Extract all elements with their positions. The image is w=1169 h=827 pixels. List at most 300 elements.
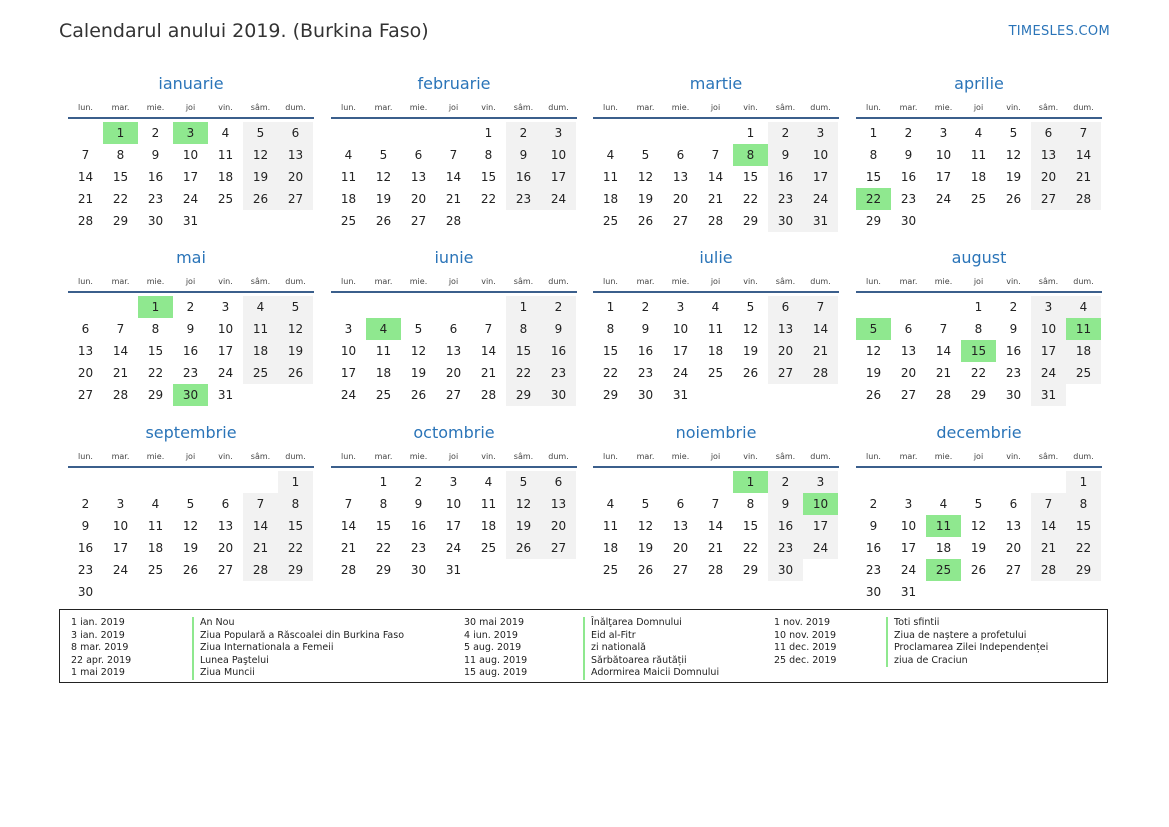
day-cell[interactable]: 24 <box>803 188 838 210</box>
day-cell[interactable]: 16 <box>900 170 917 184</box>
day-cell[interactable]: 28 <box>707 563 724 577</box>
day-cell[interactable]: 31 <box>803 210 838 232</box>
day-cell[interactable]: 3 <box>449 475 458 489</box>
day-cell[interactable]: 30 <box>768 559 803 581</box>
day-cell[interactable]: 23 <box>768 537 803 559</box>
day-cell[interactable]: 1 <box>869 126 878 140</box>
day-cell[interactable]: 16 <box>506 166 541 188</box>
day-cell[interactable]: 3 <box>221 300 230 314</box>
day-cell[interactable]: 9 <box>81 519 90 533</box>
day-cell[interactable]: 29 <box>970 388 987 402</box>
holiday-day-cell[interactable]: 1 <box>103 122 138 144</box>
day-cell[interactable]: 1 <box>278 471 313 493</box>
day-cell[interactable]: 28 <box>935 388 952 402</box>
day-cell[interactable]: 15 <box>112 170 129 184</box>
day-cell[interactable]: 27 <box>77 388 94 402</box>
day-cell[interactable]: 9 <box>1009 322 1018 336</box>
day-cell[interactable]: 26 <box>278 362 313 384</box>
day-cell[interactable]: 1 <box>746 126 755 140</box>
day-cell[interactable]: 4 <box>243 296 278 318</box>
day-cell[interactable]: 11 <box>340 170 357 184</box>
day-cell[interactable]: 6 <box>1009 497 1018 511</box>
day-cell[interactable]: 9 <box>186 322 195 336</box>
day-cell[interactable]: 17 <box>935 170 952 184</box>
day-cell[interactable]: 21 <box>803 340 838 362</box>
day-cell[interactable]: 30 <box>865 585 882 599</box>
day-cell[interactable]: 31 <box>672 388 689 402</box>
day-cell[interactable]: 27 <box>278 188 313 210</box>
day-cell[interactable]: 15 <box>865 170 882 184</box>
day-cell[interactable]: 19 <box>742 344 759 358</box>
day-cell[interactable]: 22 <box>742 541 759 555</box>
day-cell[interactable]: 26 <box>742 366 759 380</box>
day-cell[interactable]: 8 <box>484 148 493 162</box>
day-cell[interactable]: 13 <box>768 318 803 340</box>
day-cell[interactable]: 4 <box>606 148 615 162</box>
day-cell[interactable]: 14 <box>480 344 497 358</box>
day-cell[interactable]: 28 <box>445 214 462 228</box>
day-cell[interactable]: 5 <box>379 148 388 162</box>
day-cell[interactable]: 22 <box>278 537 313 559</box>
day-cell[interactable]: 5 <box>243 122 278 144</box>
day-cell[interactable]: 24 <box>803 537 838 559</box>
day-cell[interactable]: 24 <box>182 192 199 206</box>
day-cell[interactable]: 2 <box>186 300 195 314</box>
day-cell[interactable]: 16 <box>1005 344 1022 358</box>
day-cell[interactable]: 22 <box>742 192 759 206</box>
day-cell[interactable]: 8 <box>278 493 313 515</box>
day-cell[interactable]: 16 <box>637 344 654 358</box>
day-cell[interactable]: 25 <box>375 388 392 402</box>
day-cell[interactable]: 26 <box>865 388 882 402</box>
holiday-day-cell[interactable]: 8 <box>733 144 768 166</box>
day-cell[interactable]: 16 <box>541 340 576 362</box>
day-cell[interactable]: 15 <box>1066 515 1101 537</box>
day-cell[interactable]: 13 <box>900 344 917 358</box>
day-cell[interactable]: 31 <box>182 214 199 228</box>
day-cell[interactable]: 24 <box>217 366 234 380</box>
day-cell[interactable]: 6 <box>221 497 230 511</box>
day-cell[interactable]: 26 <box>637 563 654 577</box>
day-cell[interactable]: 2 <box>506 122 541 144</box>
day-cell[interactable]: 16 <box>147 170 164 184</box>
day-cell[interactable]: 18 <box>602 541 619 555</box>
day-cell[interactable]: 24 <box>900 563 917 577</box>
day-cell[interactable]: 14 <box>707 519 724 533</box>
day-cell[interactable]: 23 <box>147 192 164 206</box>
day-cell[interactable]: 12 <box>1005 148 1022 162</box>
day-cell[interactable]: 17 <box>803 166 838 188</box>
day-cell[interactable]: 25 <box>480 541 497 555</box>
day-cell[interactable]: 23 <box>506 188 541 210</box>
day-cell[interactable]: 22 <box>375 541 392 555</box>
day-cell[interactable]: 20 <box>672 541 689 555</box>
day-cell[interactable]: 11 <box>602 519 619 533</box>
day-cell[interactable]: 4 <box>711 300 720 314</box>
day-cell[interactable]: 19 <box>410 366 427 380</box>
day-cell[interactable]: 25 <box>217 192 234 206</box>
day-cell[interactable]: 2 <box>869 497 878 511</box>
day-cell[interactable]: 10 <box>182 148 199 162</box>
day-cell[interactable]: 22 <box>970 366 987 380</box>
day-cell[interactable]: 22 <box>506 362 541 384</box>
day-cell[interactable]: 2 <box>414 475 423 489</box>
day-cell[interactable]: 4 <box>484 475 493 489</box>
day-cell[interactable]: 15 <box>480 170 497 184</box>
day-cell[interactable]: 8 <box>869 148 878 162</box>
day-cell[interactable]: 15 <box>742 519 759 533</box>
day-cell[interactable]: 5 <box>186 497 195 511</box>
day-cell[interactable]: 20 <box>672 192 689 206</box>
day-cell[interactable]: 18 <box>340 192 357 206</box>
holiday-day-cell[interactable]: 1 <box>138 296 173 318</box>
holiday-day-cell[interactable]: 5 <box>856 318 891 340</box>
day-cell[interactable]: 19 <box>243 166 278 188</box>
day-cell[interactable]: 25 <box>243 362 278 384</box>
day-cell[interactable]: 29 <box>865 214 882 228</box>
day-cell[interactable]: 23 <box>182 366 199 380</box>
day-cell[interactable]: 26 <box>410 388 427 402</box>
day-cell[interactable]: 14 <box>935 344 952 358</box>
day-cell[interactable]: 7 <box>939 322 948 336</box>
day-cell[interactable]: 14 <box>1066 144 1101 166</box>
day-cell[interactable]: 7 <box>1066 122 1101 144</box>
day-cell[interactable]: 8 <box>506 318 541 340</box>
day-cell[interactable]: 10 <box>803 144 838 166</box>
day-cell[interactable]: 21 <box>707 541 724 555</box>
day-cell[interactable]: 28 <box>1066 188 1101 210</box>
day-cell[interactable]: 25 <box>147 563 164 577</box>
day-cell[interactable]: 18 <box>970 170 987 184</box>
day-cell[interactable]: 4 <box>344 148 353 162</box>
day-cell[interactable]: 18 <box>375 366 392 380</box>
day-cell[interactable]: 18 <box>217 170 234 184</box>
day-cell[interactable]: 16 <box>865 541 882 555</box>
day-cell[interactable]: 15 <box>278 515 313 537</box>
day-cell[interactable]: 24 <box>541 188 576 210</box>
day-cell[interactable]: 23 <box>541 362 576 384</box>
day-cell[interactable]: 3 <box>1031 296 1066 318</box>
day-cell[interactable]: 27 <box>410 214 427 228</box>
day-cell[interactable]: 27 <box>217 563 234 577</box>
day-cell[interactable]: 3 <box>904 497 913 511</box>
day-cell[interactable]: 30 <box>410 563 427 577</box>
day-cell[interactable]: 26 <box>637 214 654 228</box>
day-cell[interactable]: 22 <box>602 366 619 380</box>
day-cell[interactable]: 10 <box>541 144 576 166</box>
day-cell[interactable]: 21 <box>445 192 462 206</box>
day-cell[interactable]: 14 <box>77 170 94 184</box>
day-cell[interactable]: 17 <box>803 515 838 537</box>
day-cell[interactable]: 26 <box>1005 192 1022 206</box>
day-cell[interactable]: 29 <box>112 214 129 228</box>
day-cell[interactable]: 5 <box>1009 126 1018 140</box>
day-cell[interactable]: 11 <box>970 148 987 162</box>
day-cell[interactable]: 13 <box>278 144 313 166</box>
day-cell[interactable]: 4 <box>221 126 230 140</box>
day-cell[interactable]: 12 <box>742 322 759 336</box>
day-cell[interactable]: 24 <box>112 563 129 577</box>
day-cell[interactable]: 9 <box>151 148 160 162</box>
day-cell[interactable]: 31 <box>1031 384 1066 406</box>
day-cell[interactable]: 9 <box>541 318 576 340</box>
day-cell[interactable]: 19 <box>1005 170 1022 184</box>
day-cell[interactable]: 5 <box>746 300 755 314</box>
day-cell[interactable]: 5 <box>414 322 423 336</box>
day-cell[interactable]: 19 <box>637 192 654 206</box>
day-cell[interactable]: 15 <box>375 519 392 533</box>
day-cell[interactable]: 11 <box>147 519 164 533</box>
day-cell[interactable]: 20 <box>541 515 576 537</box>
day-cell[interactable]: 14 <box>340 519 357 533</box>
day-cell[interactable]: 15 <box>147 344 164 358</box>
day-cell[interactable]: 2 <box>768 122 803 144</box>
day-cell[interactable]: 22 <box>147 366 164 380</box>
day-cell[interactable]: 6 <box>676 497 685 511</box>
day-cell[interactable]: 1 <box>379 475 388 489</box>
day-cell[interactable]: 25 <box>970 192 987 206</box>
day-cell[interactable]: 1 <box>974 300 983 314</box>
day-cell[interactable]: 6 <box>541 471 576 493</box>
day-cell[interactable]: 21 <box>707 192 724 206</box>
day-cell[interactable]: 1 <box>606 300 615 314</box>
day-cell[interactable]: 2 <box>768 471 803 493</box>
day-cell[interactable]: 7 <box>711 148 720 162</box>
day-cell[interactable]: 6 <box>904 322 913 336</box>
day-cell[interactable]: 19 <box>278 340 313 362</box>
day-cell[interactable]: 2 <box>81 497 90 511</box>
day-cell[interactable]: 17 <box>445 519 462 533</box>
day-cell[interactable]: 10 <box>340 344 357 358</box>
day-cell[interactable]: 14 <box>112 344 129 358</box>
day-cell[interactable]: 23 <box>410 541 427 555</box>
day-cell[interactable]: 17 <box>672 344 689 358</box>
day-cell[interactable]: 12 <box>278 318 313 340</box>
day-cell[interactable]: 27 <box>672 563 689 577</box>
day-cell[interactable]: 13 <box>672 170 689 184</box>
day-cell[interactable]: 20 <box>900 366 917 380</box>
day-cell[interactable]: 5 <box>278 296 313 318</box>
day-cell[interactable]: 18 <box>1066 340 1101 362</box>
day-cell[interactable]: 21 <box>1066 166 1101 188</box>
holiday-day-cell[interactable]: 1 <box>733 471 768 493</box>
day-cell[interactable]: 22 <box>112 192 129 206</box>
day-cell[interactable]: 4 <box>974 126 983 140</box>
day-cell[interactable]: 17 <box>182 170 199 184</box>
day-cell[interactable]: 17 <box>340 366 357 380</box>
day-cell[interactable]: 7 <box>344 497 353 511</box>
day-cell[interactable]: 28 <box>480 388 497 402</box>
day-cell[interactable]: 13 <box>445 344 462 358</box>
day-cell[interactable]: 9 <box>641 322 650 336</box>
day-cell[interactable]: 6 <box>768 296 803 318</box>
day-cell[interactable]: 20 <box>445 366 462 380</box>
day-cell[interactable]: 24 <box>935 192 952 206</box>
day-cell[interactable]: 12 <box>506 493 541 515</box>
day-cell[interactable]: 30 <box>637 388 654 402</box>
day-cell[interactable]: 26 <box>243 188 278 210</box>
day-cell[interactable]: 21 <box>340 541 357 555</box>
day-cell[interactable]: 16 <box>77 541 94 555</box>
day-cell[interactable]: 12 <box>970 519 987 533</box>
day-cell[interactable]: 3 <box>676 300 685 314</box>
day-cell[interactable]: 25 <box>340 214 357 228</box>
day-cell[interactable]: 13 <box>217 519 234 533</box>
day-cell[interactable]: 17 <box>217 344 234 358</box>
day-cell[interactable]: 11 <box>243 318 278 340</box>
day-cell[interactable]: 21 <box>935 366 952 380</box>
day-cell[interactable]: 7 <box>1031 493 1066 515</box>
day-cell[interactable]: 25 <box>602 214 619 228</box>
day-cell[interactable]: 16 <box>182 344 199 358</box>
day-cell[interactable]: 11 <box>375 344 392 358</box>
day-cell[interactable]: 20 <box>768 340 803 362</box>
day-cell[interactable]: 15 <box>602 344 619 358</box>
day-cell[interactable]: 21 <box>1031 537 1066 559</box>
day-cell[interactable]: 1 <box>506 296 541 318</box>
day-cell[interactable]: 8 <box>116 148 125 162</box>
day-cell[interactable]: 2 <box>904 126 913 140</box>
day-cell[interactable]: 8 <box>746 497 755 511</box>
day-cell[interactable]: 11 <box>480 497 497 511</box>
day-cell[interactable]: 1 <box>1066 471 1101 493</box>
day-cell[interactable]: 5 <box>641 497 650 511</box>
day-cell[interactable]: 6 <box>278 122 313 144</box>
day-cell[interactable]: 12 <box>375 170 392 184</box>
day-cell[interactable]: 3 <box>803 122 838 144</box>
day-cell[interactable]: 4 <box>939 497 948 511</box>
holiday-day-cell[interactable]: 25 <box>926 559 961 581</box>
day-cell[interactable]: 2 <box>1009 300 1018 314</box>
day-cell[interactable]: 21 <box>112 366 129 380</box>
day-cell[interactable]: 7 <box>449 148 458 162</box>
day-cell[interactable]: 23 <box>1005 366 1022 380</box>
day-cell[interactable]: 18 <box>243 340 278 362</box>
day-cell[interactable]: 6 <box>449 322 458 336</box>
day-cell[interactable]: 18 <box>480 519 497 533</box>
day-cell[interactable]: 11 <box>707 322 724 336</box>
day-cell[interactable]: 24 <box>672 366 689 380</box>
day-cell[interactable]: 30 <box>1005 388 1022 402</box>
day-cell[interactable]: 19 <box>375 192 392 206</box>
day-cell[interactable]: 29 <box>742 563 759 577</box>
holiday-day-cell[interactable]: 4 <box>366 318 401 340</box>
day-cell[interactable]: 17 <box>112 541 129 555</box>
day-cell[interactable]: 10 <box>935 148 952 162</box>
day-cell[interactable]: 31 <box>445 563 462 577</box>
day-cell[interactable]: 9 <box>904 148 913 162</box>
day-cell[interactable]: 25 <box>602 563 619 577</box>
day-cell[interactable]: 12 <box>182 519 199 533</box>
day-cell[interactable]: 24 <box>1031 362 1066 384</box>
day-cell[interactable]: 9 <box>869 519 878 533</box>
day-cell[interactable]: 23 <box>637 366 654 380</box>
day-cell[interactable]: 21 <box>77 192 94 206</box>
day-cell[interactable]: 11 <box>217 148 234 162</box>
day-cell[interactable]: 8 <box>974 322 983 336</box>
day-cell[interactable]: 14 <box>1031 515 1066 537</box>
day-cell[interactable]: 27 <box>541 537 576 559</box>
day-cell[interactable]: 21 <box>480 366 497 380</box>
day-cell[interactable]: 26 <box>970 563 987 577</box>
day-cell[interactable]: 3 <box>116 497 125 511</box>
holiday-day-cell[interactable]: 30 <box>173 384 208 406</box>
day-cell[interactable]: 7 <box>116 322 125 336</box>
day-cell[interactable]: 20 <box>1005 541 1022 555</box>
day-cell[interactable]: 6 <box>676 148 685 162</box>
day-cell[interactable]: 30 <box>147 214 164 228</box>
day-cell[interactable]: 14 <box>243 515 278 537</box>
day-cell[interactable]: 26 <box>506 537 541 559</box>
day-cell[interactable]: 14 <box>803 318 838 340</box>
day-cell[interactable]: 29 <box>278 559 313 581</box>
day-cell[interactable]: 23 <box>768 188 803 210</box>
day-cell[interactable]: 20 <box>77 366 94 380</box>
day-cell[interactable]: 18 <box>602 192 619 206</box>
day-cell[interactable]: 27 <box>445 388 462 402</box>
day-cell[interactable]: 2 <box>151 126 160 140</box>
day-cell[interactable]: 18 <box>147 541 164 555</box>
day-cell[interactable]: 13 <box>1031 144 1066 166</box>
day-cell[interactable]: 25 <box>707 366 724 380</box>
day-cell[interactable]: 10 <box>1031 318 1066 340</box>
day-cell[interactable]: 30 <box>541 384 576 406</box>
day-cell[interactable]: 20 <box>278 166 313 188</box>
day-cell[interactable]: 30 <box>768 210 803 232</box>
day-cell[interactable]: 15 <box>742 170 759 184</box>
day-cell[interactable]: 2 <box>541 296 576 318</box>
day-cell[interactable]: 13 <box>1005 519 1022 533</box>
day-cell[interactable]: 23 <box>77 563 94 577</box>
day-cell[interactable]: 28 <box>112 388 129 402</box>
day-cell[interactable]: 28 <box>707 214 724 228</box>
day-cell[interactable]: 13 <box>672 519 689 533</box>
day-cell[interactable]: 19 <box>865 366 882 380</box>
day-cell[interactable]: 7 <box>81 148 90 162</box>
day-cell[interactable]: 16 <box>410 519 427 533</box>
day-cell[interactable]: 28 <box>1031 559 1066 581</box>
day-cell[interactable]: 30 <box>77 585 94 599</box>
day-cell[interactable]: 17 <box>900 541 917 555</box>
day-cell[interactable]: 21 <box>243 537 278 559</box>
day-cell[interactable]: 17 <box>541 166 576 188</box>
holiday-day-cell[interactable]: 11 <box>1066 318 1101 340</box>
day-cell[interactable]: 29 <box>147 388 164 402</box>
day-cell[interactable]: 16 <box>768 515 803 537</box>
day-cell[interactable]: 6 <box>414 148 423 162</box>
holiday-day-cell[interactable]: 22 <box>856 188 891 210</box>
day-cell[interactable]: 10 <box>445 497 462 511</box>
day-cell[interactable]: 8 <box>379 497 388 511</box>
day-cell[interactable]: 7 <box>803 296 838 318</box>
brand-link[interactable]: TIMESLES.COM <box>1008 24 1110 39</box>
day-cell[interactable]: 29 <box>375 563 392 577</box>
day-cell[interactable]: 3 <box>541 122 576 144</box>
day-cell[interactable]: 8 <box>606 322 615 336</box>
day-cell[interactable]: 29 <box>742 214 759 228</box>
day-cell[interactable]: 8 <box>1066 493 1101 515</box>
day-cell[interactable]: 10 <box>672 322 689 336</box>
day-cell[interactable]: 15 <box>506 340 541 362</box>
day-cell[interactable]: 28 <box>77 214 94 228</box>
day-cell[interactable]: 23 <box>865 563 882 577</box>
day-cell[interactable]: 7 <box>484 322 493 336</box>
day-cell[interactable]: 12 <box>410 344 427 358</box>
day-cell[interactable]: 19 <box>182 541 199 555</box>
day-cell[interactable]: 23 <box>900 192 917 206</box>
day-cell[interactable]: 22 <box>480 192 497 206</box>
day-cell[interactable]: 24 <box>445 541 462 555</box>
